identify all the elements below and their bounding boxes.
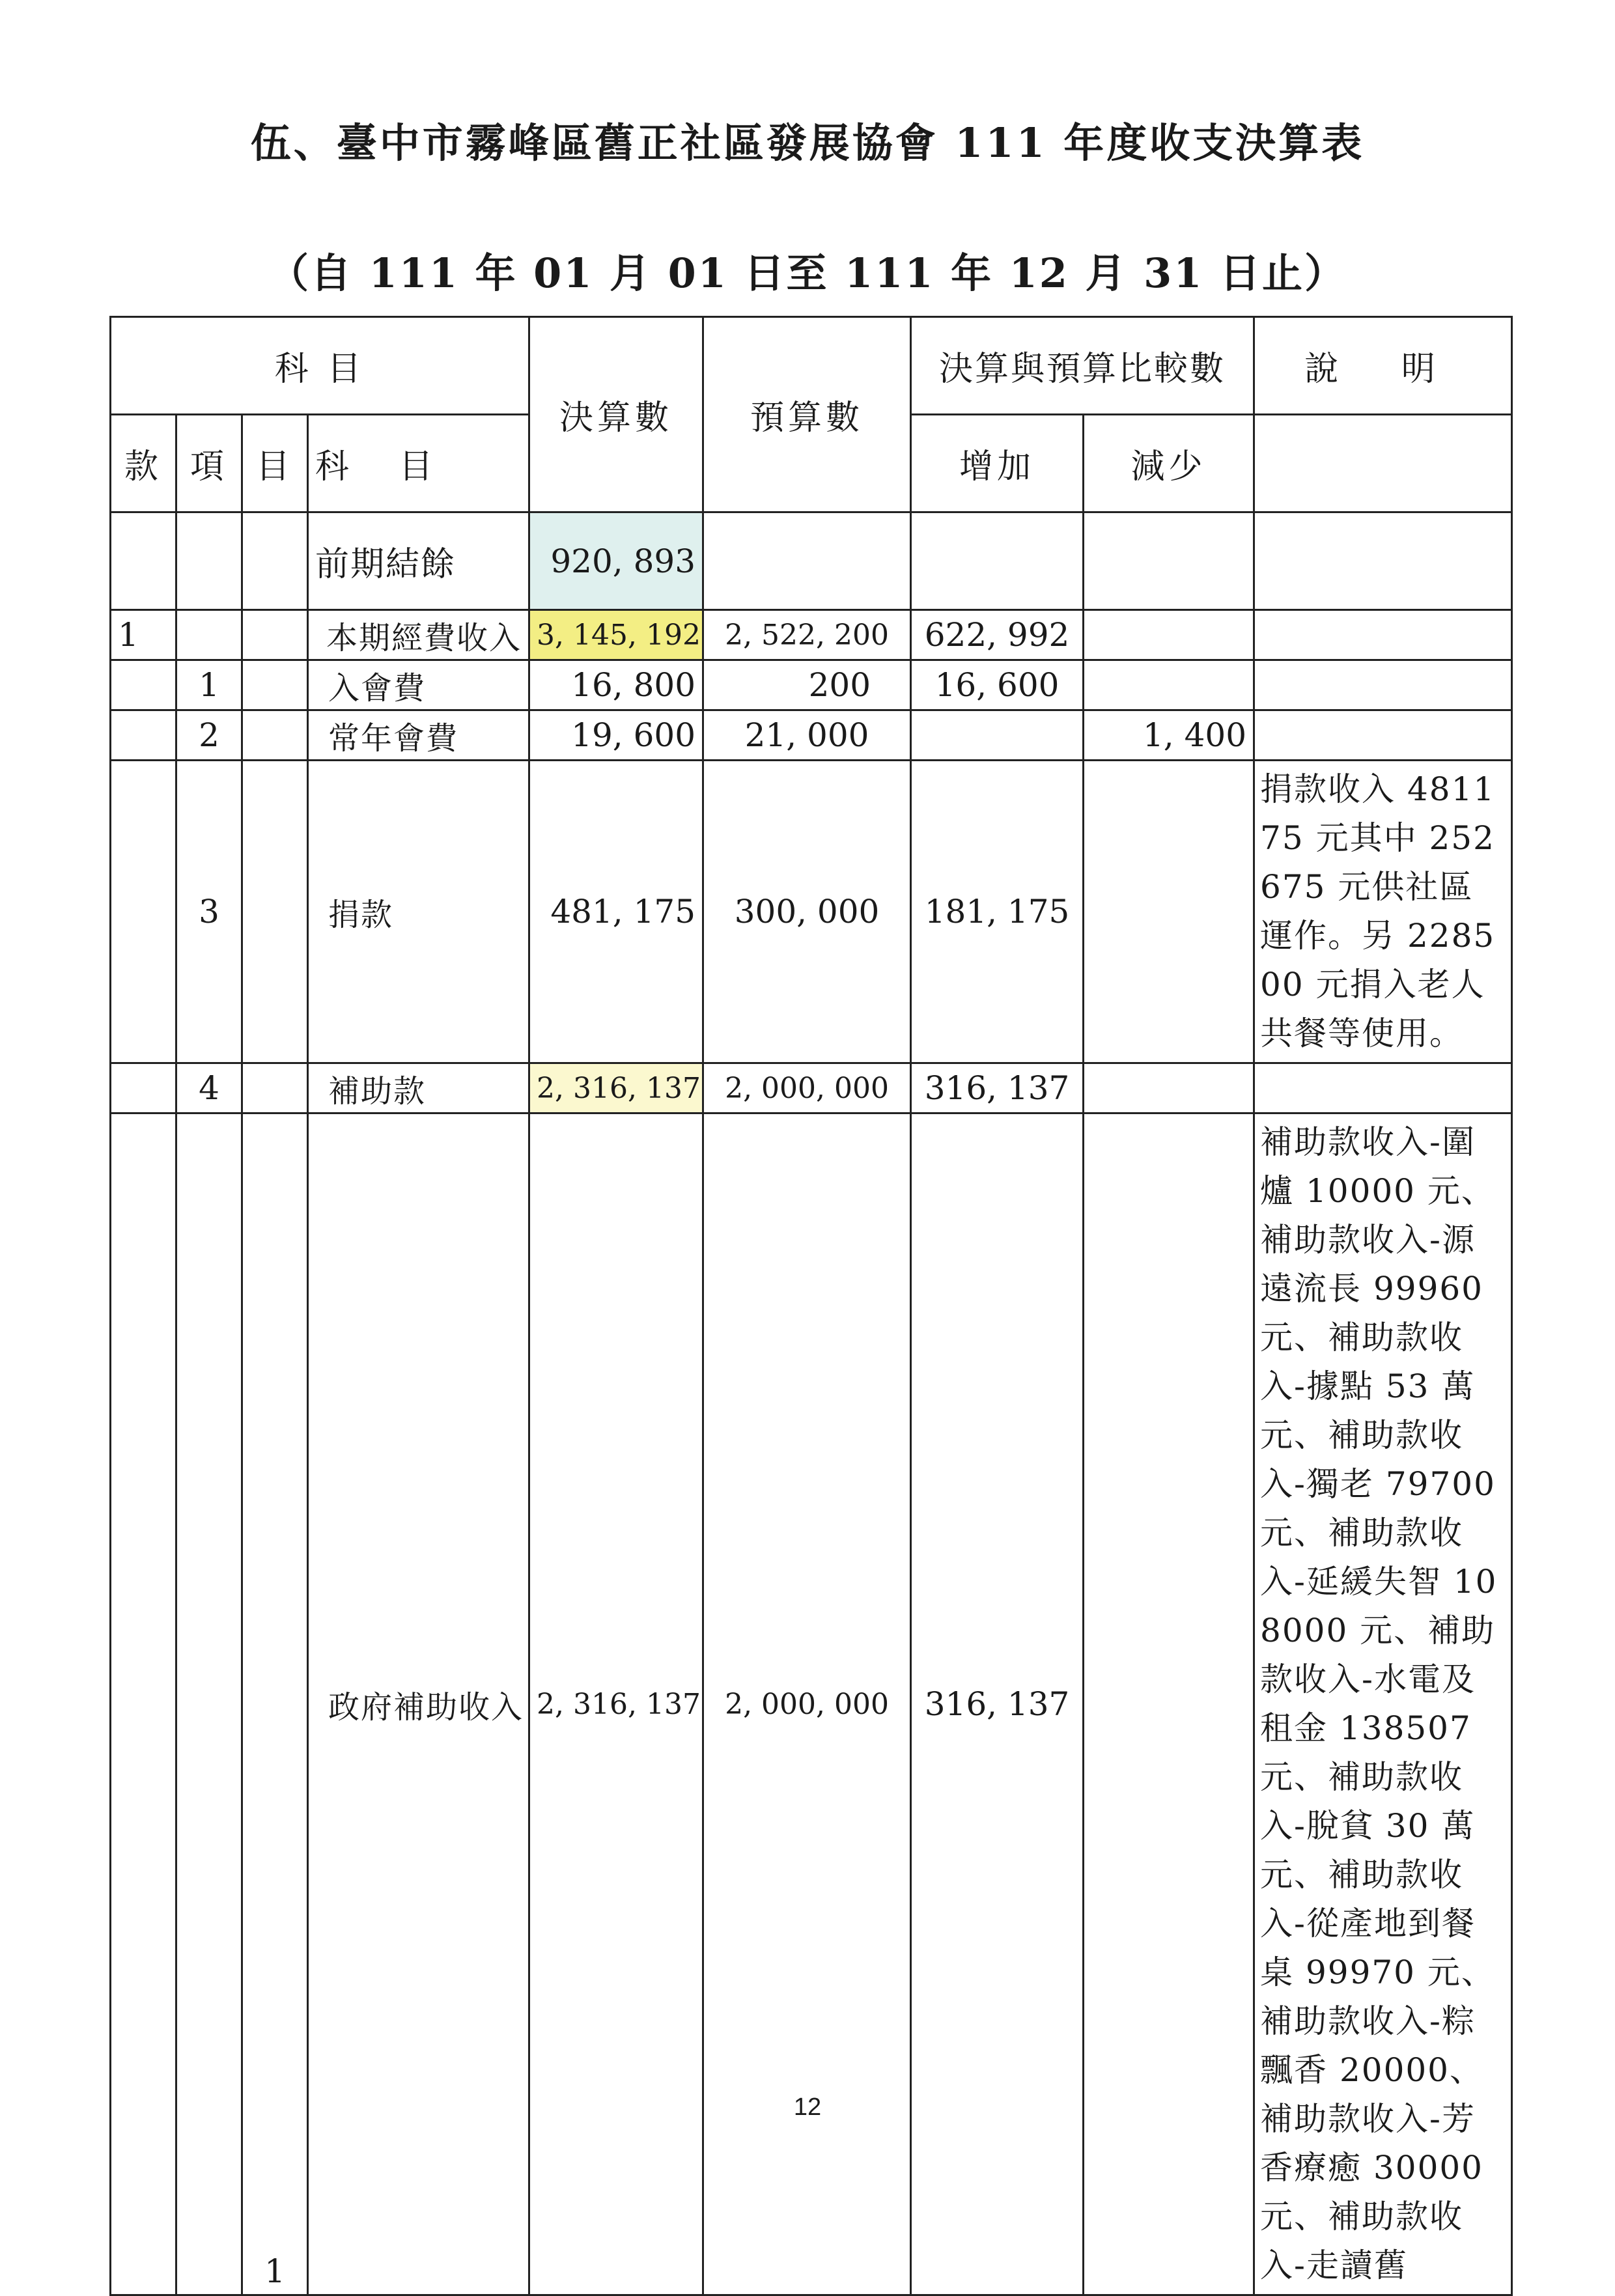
increase-cell: 316, 137: [911, 1113, 1084, 2295]
subject-cell: 政府補助收入: [308, 1113, 529, 2295]
budget-cell: [703, 512, 911, 610]
actual-cell: 920, 893: [529, 512, 703, 610]
period-subtitle: （自 111 年 01 月 01 日至 111 年 12 月 31 日止）: [268, 249, 1347, 297]
kuan-cell: [111, 1063, 176, 1113]
note-cell: [1254, 710, 1512, 761]
xiang-cell: [176, 512, 242, 610]
kuan-cell: [111, 761, 176, 1063]
subject-group-header: 科 目: [111, 317, 529, 415]
kuan-cell: [111, 660, 176, 710]
table-row: [111, 710, 1512, 761]
subject-cell: 捐款: [308, 761, 529, 1063]
budget-cell: 2, 522, 200: [703, 610, 911, 660]
kuan-cell: 1: [111, 610, 176, 660]
actual-cell: 19, 600: [529, 710, 703, 761]
actual-cell: 2, 316, 137: [529, 1063, 703, 1113]
increase-header: 增加: [911, 415, 1084, 512]
table-row: [111, 761, 1512, 1063]
budget-table: [109, 316, 1513, 2296]
budget-cell: 2, 000, 000: [703, 1113, 911, 2295]
budget-cell: 21, 000: [703, 710, 911, 761]
note-cell: 補助款收入-圍爐 10000 元、補助款收入-源遠流長 99960 元、補助款收入-據點 53 萬元、補助款收入-獨老 79700 元、補助款收入-延緩失智 108000 元、補助款收入-水電及租金 138507 元、補助款收入-脫貧 30 萬元、補助款收入-從產地到餐桌 99970 元、補助款收入-粽飄香 20000、補助款收入-芳香療癒 30000 元、補助款收入-走讀舊: [1254, 1113, 1512, 2295]
xiang-cell: [176, 610, 242, 660]
actual-cell: 2, 316, 137: [529, 1113, 703, 2295]
table-row: [111, 610, 1512, 660]
mu-cell: 1: [242, 1113, 308, 2295]
mu-cell: [242, 660, 308, 710]
kuan-cell: [111, 710, 176, 761]
actual-cell: 481, 175: [529, 761, 703, 1063]
explanation-blank: [1254, 415, 1512, 512]
document-title: 伍、臺中市霧峰區舊正社區發展協會 111 年度收支決算表: [250, 119, 1365, 167]
actual-cell: 16, 800: [529, 660, 703, 710]
note-cell: [1254, 1063, 1512, 1113]
increase-cell: 622, 992: [911, 610, 1084, 660]
decrease-cell: [1084, 1063, 1254, 1113]
increase-cell: [911, 710, 1084, 761]
increase-cell: [911, 512, 1084, 610]
budget-cell: 200: [703, 660, 911, 710]
subject-cell: 入會費: [308, 660, 529, 710]
note-cell: 捐款收入 481175 元其中 252675 元供社區運作。另 228500 元捐入老人共餐等使用。: [1254, 761, 1512, 1063]
budget-cell: 2, 000, 000: [703, 1063, 911, 1113]
mu-header: 目: [242, 415, 308, 512]
decrease-cell: [1084, 660, 1254, 710]
table-row: [111, 512, 1512, 610]
header-row-1: [111, 317, 1512, 415]
decrease-header: 減少: [1084, 415, 1254, 512]
xiang-cell: 2: [176, 710, 242, 761]
table-row: [111, 660, 1512, 710]
subject-cell: 前期結餘: [308, 512, 529, 610]
subject-cell: 本期經費收入: [308, 610, 529, 660]
xiang-header: 項: [176, 415, 242, 512]
subject-cell: 補助款: [308, 1063, 529, 1113]
actual-cell: 3, 145, 192: [529, 610, 703, 660]
mu-cell: [242, 512, 308, 610]
decrease-cell: [1084, 610, 1254, 660]
xiang-cell: 3: [176, 761, 242, 1063]
explanation-header: 說 明: [1254, 317, 1512, 415]
actual-header: 決算數: [529, 317, 703, 512]
mu-cell: [242, 710, 308, 761]
kuan-header: 款: [111, 415, 176, 512]
mu-cell: [242, 610, 308, 660]
note-cell: [1254, 610, 1512, 660]
decrease-cell: [1084, 512, 1254, 610]
xiang-cell: 4: [176, 1063, 242, 1113]
subject-header: 科 目: [308, 415, 529, 512]
page-number: 12: [793, 2093, 822, 2121]
xiang-cell: 1: [176, 660, 242, 710]
mu-cell: [242, 1063, 308, 1113]
increase-cell: 316, 137: [911, 1063, 1084, 1113]
budget-header: 預算數: [703, 317, 911, 512]
subject-cell: 常年會費: [308, 710, 529, 761]
note-cell: [1254, 660, 1512, 710]
comparison-group-header: 決算與預算比較數: [911, 317, 1254, 415]
decrease-cell: 1, 400: [1084, 710, 1254, 761]
increase-cell: 16, 600: [911, 660, 1084, 710]
mu-cell: [242, 761, 308, 1063]
kuan-cell: [111, 512, 176, 610]
note-cell: [1254, 512, 1512, 610]
budget-cell: 300, 000: [703, 761, 911, 1063]
increase-cell: 181, 175: [911, 761, 1084, 1063]
table-row: [111, 1063, 1512, 1113]
decrease-cell: [1084, 761, 1254, 1063]
